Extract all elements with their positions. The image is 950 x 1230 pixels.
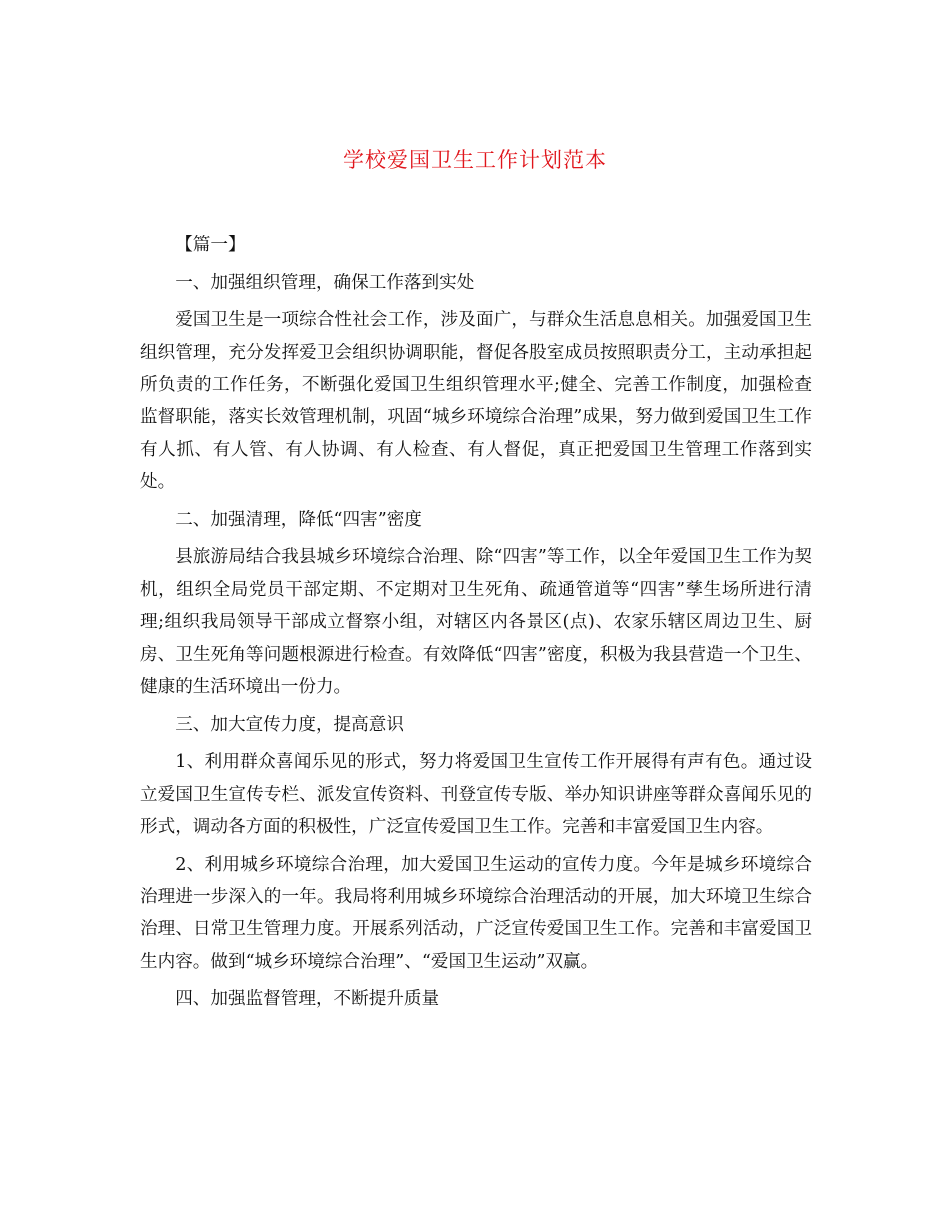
heading-4: 四、加强监督管理，不断提升质量 xyxy=(175,989,440,1010)
heading-3: 三、加大宣传力度，提高意识 xyxy=(175,714,404,735)
heading-2: 二、加强清理，降低“四害”密度 xyxy=(175,509,422,530)
paragraph-2: 县旅游局结合我县城乡环境综合治理、除“四害”等工作，以全年爱国卫生工作为契机，组织全局党员干部定期、不定期对卫生死角、疏通管道等“四害”孳生场所进行清理;组织我局领导干部成立督察小组，对辖区内各景区(点)、农家乐辖区周边卫生、厨房、卫生死角等问题根源进行检查。有效降低“四害”密度，积极为我县营造一个卫生、健康的生活环境出一份力。 xyxy=(140,547,812,698)
section-label: 【篇一】 xyxy=(175,235,246,255)
paragraph-1: 爱国卫生是一项综合性社会工作，涉及面广，与群众生活息息相关。加强爱国卫生组织管理，充分发挥爱卫会组织协调职能，督促各股室成员按照职责分工，主动承担起所负责的工作任务，不断强化爱国卫生组织管理水平;健全、完善工作制度，加强检查监督职能，落实长效管理机制，巩固“城乡环境综合治理”成果，努力做到爱国卫生工作有人抓、有人管、有人协调、有人检查、有人督促，真正把爱国卫生管理工作落到实处。 xyxy=(140,310,812,493)
heading-1: 一、加强组织管理，确保工作落到实处 xyxy=(175,272,475,293)
paragraph-3-1: 1、利用群众喜闻乐见的形式，努力将爱国卫生宣传工作开展得有声有色。通过设立爱国卫生宣传专栏、派发宣传资料、刊登宣传专版、举办知识讲座等群众喜闻乐见的形式，调动各方面的积极性，广泛宣传爱国卫生工作。完善和丰富爱国卫生内容。 xyxy=(140,752,812,838)
paragraph-3-2: 2、利用城乡环境综合治理，加大爱国卫生运动的宣传力度。今年是城乡环境综合治理进一步深入的一年。我局将利用城乡环境综合治理活动的开展，加大环境卫生综合治理、日常卫生管理力度。开展系列活动，广泛宣传爱国卫生工作。完善和丰富爱国卫生内容。做到“城乡环境综合治理”、“爱国卫生运动”双赢。 xyxy=(140,854,812,972)
document-body xyxy=(140,229,812,1021)
document-title: 学校爱国卫生工作计划范本 xyxy=(343,148,607,172)
